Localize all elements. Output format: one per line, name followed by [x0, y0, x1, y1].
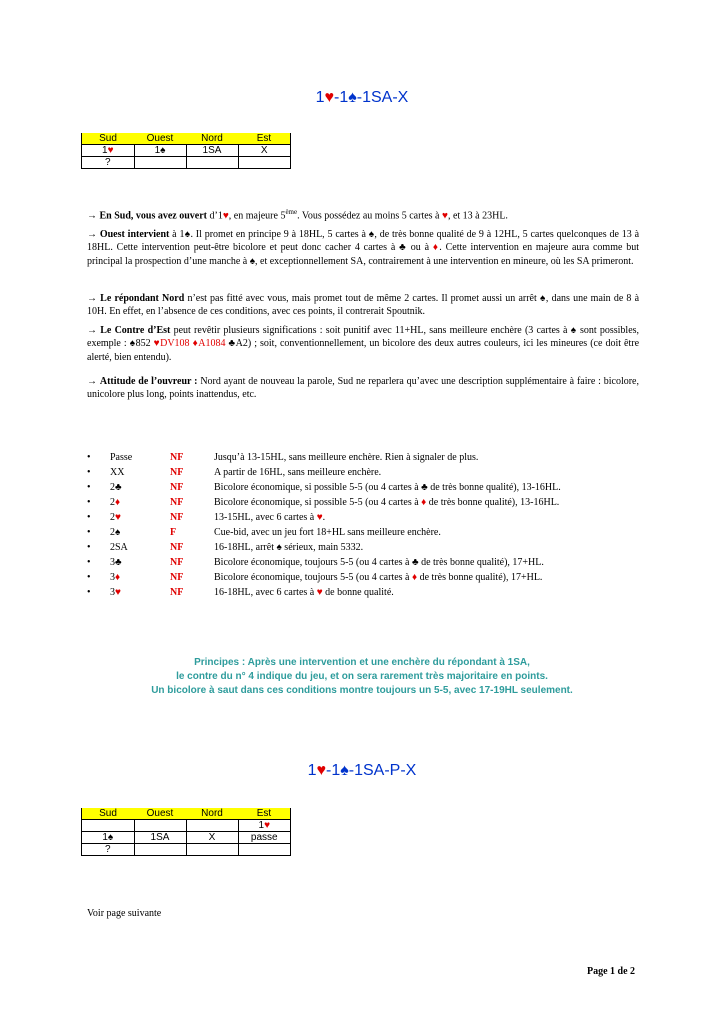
- bullet-icon: •: [87, 452, 91, 463]
- spade-icon: ♠: [368, 229, 375, 240]
- paragraph-ouest: → Ouest intervient à 1♠. Il promet en principe 9 à 18HL, 5 cartes à ♠, de très bonne qualité de 9 à 12HL, 5 cartes quelconques de 13 à 18HL. Cette intervention peut-être bicolore et peut donc cacher 4 cartes à ♣ ou à ♦. Cette intervention en majeure aura comme but principal la prospection d’une manche à ♠, et exceptionnellement SA, contrairement à une intervention en mineure, où les SA primeront.: [87, 229, 640, 267]
- heart-icon: ♥: [222, 210, 229, 222]
- paragraph-opener: → En Sud, vous avez ouvert d’1♥, en majeure 5ème. Vous possédez au moins 5 cartes à ♥, et 13 à 23HL.: [87, 208, 508, 222]
- list-item: • 2♥ NF 13-15HL, avec 6 cartes à ♥.: [87, 512, 326, 523]
- heart-icon: ♥: [153, 338, 161, 350]
- next-page-note: Voir page suivante: [87, 908, 162, 919]
- list-item: • 2♦ NF Bicolore économique, si possible 5-5 (ou 4 cartes à ♦ de très bonne qualité), 13-16HL.: [87, 497, 560, 508]
- spade-icon: ♠: [570, 325, 577, 336]
- spade-icon: ♠: [129, 338, 136, 350]
- table-cell: passe: [238, 832, 291, 844]
- section-title-1: 1♥-1♠-1SA-X: [315, 89, 409, 106]
- spade-icon: ♠: [184, 229, 191, 240]
- table-cell: X: [186, 832, 238, 844]
- heart-icon: ♥: [442, 210, 448, 222]
- spade-icon: ♠: [340, 762, 349, 779]
- spade-icon: ♠: [249, 255, 256, 267]
- bullet-icon: •: [87, 572, 91, 583]
- spade-icon: ♠: [160, 145, 166, 156]
- bullet-icon: •: [87, 497, 91, 508]
- table-cell: [134, 844, 186, 856]
- table-cell: [134, 157, 186, 169]
- list-item: • Passe NF Jusqu’à 13-15HL, sans meilleure enchère. Rien à signaler de plus.: [87, 452, 479, 463]
- table-cell: [186, 157, 238, 169]
- table-cell: 1♠: [134, 145, 186, 157]
- header-sud: Sud: [82, 808, 135, 820]
- paragraph-ouvreur: → Attitude de l’ouvreur : Nord ayant de nouveau la parole, Sud ne reparlera qu’avec une description supplémentaire à faire : bicolore, unicolore plus long, points inattendus, etc.: [87, 376, 639, 401]
- principles-note: Principes : Après une intervention et une enchère du répondant à 1SA, le contre du n° 4 indique du jeu, et on sera rarement très majoritaire en points. Un bicolore à saut dans ces conditions montre toujours un 5-5, avec 17-19HL seulement.: [151, 657, 573, 696]
- header-nord: Nord: [186, 808, 238, 820]
- header-ouest: Ouest: [134, 133, 186, 145]
- bullet-icon: •: [87, 587, 91, 598]
- table-cell: 1♥: [82, 145, 135, 157]
- page-number: Page 1 de 2: [587, 966, 636, 977]
- table-cell: ?: [82, 157, 135, 169]
- list-item: • 2♣ NF Bicolore économique, si possible 5-5 (ou 4 cartes à ♣ de très bonne qualité), 13-16HL.: [87, 482, 561, 493]
- heart-icon: ♥: [115, 587, 121, 598]
- table-row: [82, 820, 291, 832]
- table-row: [82, 145, 291, 157]
- club-icon: ♣: [421, 482, 428, 493]
- table-cell: 1SA: [134, 832, 186, 844]
- bullet-icon: •: [87, 542, 91, 553]
- table-header-row: [82, 808, 291, 820]
- table-cell: 1♥: [238, 820, 291, 832]
- header-est: Est: [238, 808, 291, 820]
- heart-icon: ♥: [316, 512, 323, 523]
- table-cell: ?: [82, 844, 135, 856]
- header-est: Est: [238, 133, 291, 145]
- spade-icon: ♠: [276, 542, 282, 553]
- paragraph-nord: → Le répondant Nord n’est pas fitté avec vous, mais promet tout de même 2 cartes. Il promet aussi un arrêt ♠, dans une main de 8 à 10H. En effet, en l’absence de ces conditions, avec ces points, il contrerait Spoutnik.: [87, 293, 640, 318]
- table-cell: [238, 844, 291, 856]
- heart-icon: ♥: [115, 512, 121, 523]
- table-cell: [186, 844, 238, 856]
- paragraph-est: → Le Contre d’Est peut revêtir plusieurs significations : soit punitif avec 11+HL, sans meilleure enchère (3 cartes à ♠ sont possibles, exemple : ♠852 ♥DV108 ♦A1084 ♣A2) ; soit, conventionnellement, un bicolore des deux autres couleurs, ici les mineures (ce doit être alerté, bien entendu).: [87, 325, 640, 363]
- club-icon: ♣: [115, 482, 122, 493]
- diamond-icon: ♦: [115, 497, 121, 508]
- bidding-table-1: [81, 133, 291, 169]
- heart-icon: ♥: [324, 89, 335, 106]
- spade-icon: ♠: [539, 293, 546, 304]
- list-item: • 2♠ F Cue-bid, avec un jeu fort 18+HL sans meilleure enchère.: [87, 527, 441, 538]
- heart-icon: ♥: [107, 145, 114, 156]
- table-row: [82, 832, 291, 844]
- table-cell: [186, 820, 238, 832]
- diamond-icon: ♦: [192, 338, 199, 350]
- heart-icon: ♥: [316, 762, 327, 779]
- spade-icon: ♠: [348, 89, 357, 106]
- table-cell: 1♠: [82, 832, 135, 844]
- bullet-icon: •: [87, 467, 91, 478]
- list-item: • 3♦ NF Bicolore économique, toujours 5-5 (ou 4 cartes à ♦ de très bonne qualité), 17+HL.: [87, 572, 543, 583]
- list-item: • 2SA NF 16-18HL, arrêt ♠ sérieux, main 5332.: [87, 542, 364, 553]
- table-cell: 1SA: [186, 145, 238, 157]
- diamond-icon: ♦: [115, 572, 121, 583]
- list-item: • 3♥ NF 16-18HL, avec 6 cartes à ♥ de bonne qualité.: [87, 587, 394, 598]
- table-header-row: [82, 133, 291, 145]
- list-item: • 3♣ NF Bicolore économique, toujours 5-5 (ou 4 cartes à ♣ de très bonne qualité), 17+HL.: [87, 557, 544, 568]
- table-cell: [238, 157, 291, 169]
- club-icon: ♣: [228, 338, 236, 350]
- diamond-icon: ♦: [412, 572, 418, 583]
- table-cell: [134, 820, 186, 832]
- bidding-table-2: [81, 808, 291, 856]
- club-icon: ♣: [412, 557, 419, 568]
- header-nord: Nord: [186, 133, 238, 145]
- bullet-icon: •: [87, 482, 91, 493]
- table-cell: X: [238, 145, 291, 157]
- club-icon: ♣: [115, 557, 122, 568]
- bullet-icon: •: [87, 557, 91, 568]
- header-sud: Sud: [82, 133, 135, 145]
- table-row: [82, 844, 291, 856]
- heart-icon: ♥: [316, 587, 323, 598]
- section-title-2: 1♥-1♠-1SA-P-X: [307, 762, 417, 779]
- spade-icon: ♠: [115, 527, 121, 538]
- diamond-icon: ♦: [421, 497, 427, 508]
- club-icon: ♣: [399, 242, 407, 254]
- table-cell: [82, 820, 135, 832]
- bullet-icon: •: [87, 512, 91, 523]
- bullet-icon: •: [87, 527, 91, 538]
- spade-icon: ♠: [107, 832, 114, 843]
- diamond-icon: ♦: [432, 242, 440, 254]
- heart-icon: ♥: [264, 820, 270, 831]
- header-ouest: Ouest: [134, 808, 186, 820]
- table-row: [82, 157, 291, 169]
- list-item: • XX NF A partir de 16HL, sans meilleure enchère.: [87, 467, 382, 478]
